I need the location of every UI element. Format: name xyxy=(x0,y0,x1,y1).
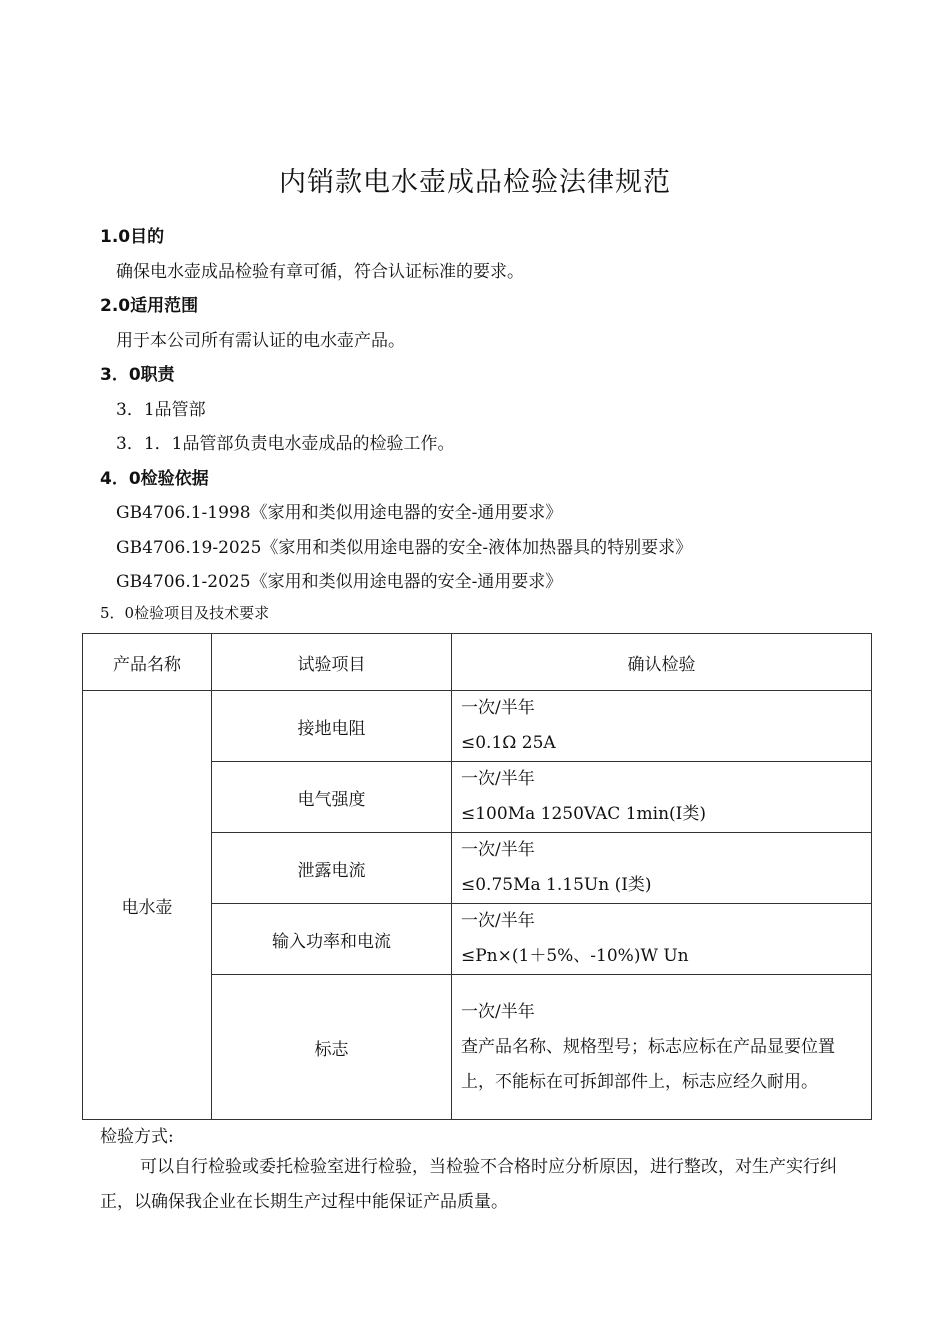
section-5-heading: 5．0检验项目及技术要求 xyxy=(100,604,270,622)
test-item-cell: 标志 xyxy=(212,975,452,1120)
confirm-cell xyxy=(452,904,872,975)
table-row xyxy=(83,691,872,762)
standard-item: GB4706.1-1998《家用和类似用途电器的安全-通用要求》 xyxy=(116,503,563,523)
section-2-text: 用于本公司所有需认证的电水壶产品。 xyxy=(116,331,405,351)
frequency-text: 一次/半年 xyxy=(461,769,535,789)
section-3-sub: 3．1品管部 xyxy=(116,400,206,420)
test-item-cell: 接地电阻 xyxy=(212,691,452,762)
frequency-text: 一次/半年 xyxy=(461,840,535,860)
requirement-text: ≤Pn×(1＋5%、-10%)W Un xyxy=(461,946,689,966)
frequency-text: 一次/半年 xyxy=(461,698,535,718)
test-item-cell: 电气强度 xyxy=(212,762,452,833)
section-4-heading: 4．0检验依据 xyxy=(100,469,209,489)
table-header-row xyxy=(83,634,872,691)
section-1-heading: 1.0目的 xyxy=(100,227,165,247)
frequency-text: 一次/半年 xyxy=(461,911,535,931)
confirm-cell xyxy=(452,833,872,904)
header-confirm-inspection: 确认检验 xyxy=(452,634,872,691)
document-title: 内销款电水壶成品检验法律规范 xyxy=(279,167,671,198)
method-label: 检验方式: xyxy=(100,1127,174,1147)
test-item-cell: 输入功率和电流 xyxy=(212,904,452,975)
confirm-cell xyxy=(452,762,872,833)
frequency-text: 一次/半年 xyxy=(461,1001,535,1022)
standard-item: GB4706.19-2025《家用和类似用途电器的安全-液体加热器具的特别要求》 xyxy=(116,538,693,558)
confirm-cell xyxy=(452,975,872,1120)
confirm-cell xyxy=(452,691,872,762)
section-1-text: 确保电水壶成品检验有章可循，符合认证标准的要求。 xyxy=(116,262,524,282)
requirement-text: ≤0.75Ma 1.15Un (Ⅰ类) xyxy=(461,875,652,895)
section-2-heading: 2.0适用范围 xyxy=(100,296,199,316)
section-3-subsub: 3．1．1品管部负责电水壶成品的检验工作。 xyxy=(116,434,455,454)
test-item-cell: 泄露电流 xyxy=(212,833,452,904)
product-cell: 电水壶 xyxy=(83,691,212,1120)
header-product-name: 产品名称 xyxy=(83,634,212,691)
requirement-text: ≤100Ma 1250VAC 1min(Ⅰ类) xyxy=(461,804,707,824)
method-paragraph: 可以自行检验或委托检验室进行检验，当检验不合格时应分析原因，进行整改，对生产实行纠正，以确保我企业在长期生产过程中能保证产品质量。 xyxy=(100,1157,837,1212)
section-3-heading: 3．0职责 xyxy=(100,365,175,385)
requirement-text: ≤0.1Ω 25A xyxy=(461,733,556,753)
requirement-text: 查产品名称、规格型号；标志应标在产品显要位置上，不能标在可拆卸部件上，标志应经久耐用。 xyxy=(461,1036,835,1092)
inspection-table xyxy=(82,633,872,1120)
header-test-item: 试验项目 xyxy=(212,634,452,691)
standard-item: GB4706.1-2025《家用和类似用途电器的安全-通用要求》 xyxy=(116,572,563,592)
